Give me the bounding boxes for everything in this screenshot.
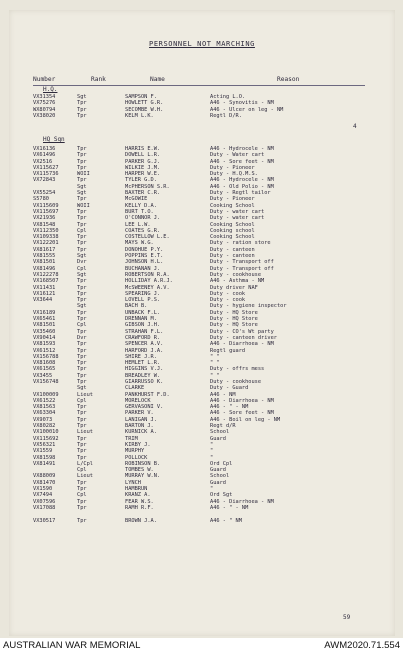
cell-reason: " <box>210 486 214 493</box>
footer-source: AUSTRALIAN WAR MEMORIAL <box>3 640 141 651</box>
cell-name: LYNCH <box>125 479 141 486</box>
cell-name: BUCHANAN J. <box>125 265 161 272</box>
cell-rank: Cpl <box>77 397 87 404</box>
cell-number: VX21936 <box>33 215 56 222</box>
cell-name: DOWELL L.R. <box>125 152 161 159</box>
cell-rank: Tpr <box>77 341 87 348</box>
cell-name: LANIGAN J. <box>125 416 157 423</box>
cell-name: SECOMBE W.H. <box>125 106 164 113</box>
cell-number: VX168507 <box>33 278 59 285</box>
cell-name: SPEARING J. <box>125 290 161 297</box>
cell-name: MURPHY <box>125 448 145 455</box>
cell-reason: Guard <box>210 435 226 442</box>
cell-reason: Duty - cook <box>210 297 246 304</box>
cell-name: LOVELL P.S. <box>125 297 161 304</box>
cell-rank: Tpr <box>77 215 87 222</box>
cell-number: VX1559 <box>33 448 53 455</box>
cell-name: SPENCER A.V. <box>125 341 164 348</box>
cell-name: BROWN J.A. <box>125 517 157 524</box>
cell-name: GIBSON J.H. <box>125 322 161 329</box>
cell-reason: Duty - water cart <box>210 215 265 222</box>
cell-number: VX61496 <box>33 152 56 159</box>
cell-reason: Cooking School <box>210 234 255 241</box>
cell-reason: Duty - HQ Store <box>210 322 258 329</box>
header-divider <box>33 85 365 86</box>
hq-rows <box>9 94 395 119</box>
cell-number: VX156748 <box>33 378 59 385</box>
cell-reason: Duty - ration store <box>210 240 271 247</box>
cell-number: VX3455 <box>33 372 53 379</box>
cell-rank: Tpr <box>77 423 87 430</box>
cell-rank: Lieut <box>77 391 93 398</box>
cell-rank: Tpr <box>77 441 87 448</box>
header-rank: Rank <box>91 76 106 83</box>
cell-name: SHIRE J.R. <box>125 353 157 360</box>
cell-name: BACH B. <box>125 303 148 310</box>
cell-number: VX1590 <box>33 486 53 493</box>
cell-number: VX16136 <box>33 146 56 152</box>
cell-number: VX122278 <box>33 271 59 278</box>
cell-number: VX115692 <box>33 435 59 442</box>
table-row <box>9 518 395 524</box>
cell-rank: Sgt <box>77 385 87 392</box>
cell-number: VX17088 <box>33 504 56 511</box>
cell-number: VX88009 <box>33 473 56 480</box>
cell-rank: Tpr <box>77 498 87 505</box>
cell-name: BREADLEY W. <box>125 372 161 379</box>
header-number: Number <box>33 76 56 83</box>
document-title: PERSONNEL NOT MARCHING <box>149 40 255 48</box>
cell-reason: Regtl guard <box>210 347 246 354</box>
cell-rank: Tpr <box>77 410 87 417</box>
cell-rank: Tpr <box>77 347 87 354</box>
cell-number: VX81608 <box>33 360 56 367</box>
cell-name: KELM L.K. <box>125 112 154 119</box>
cell-number: VX11431 <box>33 284 56 291</box>
cell-number: VX115736 <box>33 171 59 178</box>
cell-reason: A46 - NM <box>210 391 236 398</box>
cell-number: VX80282 <box>33 423 56 430</box>
cell-reason: Regt d/R <box>210 423 236 430</box>
cell-name: CLARKE <box>125 385 145 392</box>
cell-reason: Duty - cookhouse <box>210 271 262 278</box>
cell-name: COATES G.R. <box>125 227 161 234</box>
cell-rank: Tpr <box>77 164 87 171</box>
cell-number: VX100009 <box>33 391 59 398</box>
cell-number: VX115627 <box>33 164 59 171</box>
cell-name: McGOWIE <box>125 196 148 203</box>
cell-number: VX81496 <box>33 265 56 272</box>
personnel-rows <box>9 146 395 524</box>
cell-reason: Duty - offrs mess <box>210 366 265 373</box>
cell-name: HARFORD J.A. <box>125 347 164 354</box>
cell-rank: Sgt <box>77 303 87 310</box>
cell-rank: WOII <box>77 171 90 178</box>
cell-name: HARRIS E.W. <box>125 146 161 152</box>
cell-rank: Tpr <box>77 416 87 423</box>
cell-number: VX81491 <box>33 460 56 467</box>
cell-reason: " " <box>210 353 220 360</box>
cell-rank: Tpr <box>77 360 87 367</box>
cell-rank: Tpr <box>77 372 87 379</box>
cell-rank: Tpr <box>77 328 87 335</box>
cell-reason: School <box>210 429 230 436</box>
section-label-hq-sqn: HQ Sqn <box>43 136 65 143</box>
page-mark-bottom: 59 <box>343 614 351 621</box>
cell-rank: Sgt <box>77 253 87 260</box>
cell-number: VX81555 <box>33 253 56 260</box>
cell-reason: Duty - canteen <box>210 246 255 253</box>
cell-name: MAYS W.G. <box>125 240 154 247</box>
cell-rank: WOII <box>77 202 90 209</box>
cell-name: McSWEENEY A.V. <box>125 284 170 291</box>
cell-number: VX7494 <box>33 492 53 499</box>
cell-name: FEAR W.S. <box>125 498 154 505</box>
cell-reason: " <box>210 454 214 461</box>
cell-number: VX90414 <box>33 334 56 341</box>
cell-number: VX56321 <box>33 441 56 448</box>
cell-number: VX63304 <box>33 410 56 417</box>
cell-reason: A46 - Ulcer on leg - NM <box>210 106 284 113</box>
cell-name: DONOHUE P.Y. <box>125 246 164 253</box>
cell-number: VX109338 <box>33 234 59 241</box>
cell-rank: Tpr <box>77 100 87 107</box>
cell-name: BAXTER C.R. <box>125 190 161 197</box>
cell-rank: Cpl <box>77 265 87 272</box>
cell-reason: Duty - Pioneer <box>210 164 255 171</box>
cell-reason: A46 - " - NM <box>210 404 249 411</box>
cell-rank: Lieut <box>77 429 93 436</box>
cell-reason: A46 - Hydrocele - NM <box>210 177 274 184</box>
cell-rank: Tpr <box>77 290 87 297</box>
cell-number: VX31354 <box>33 94 56 100</box>
cell-name: PARKER V. <box>125 410 154 417</box>
cell-rank: Cpl <box>77 227 87 234</box>
cell-number: VX75276 <box>33 100 56 107</box>
cell-number: VX81598 <box>33 454 56 461</box>
cell-name: UNBACK F.L. <box>125 309 161 316</box>
cell-rank: Sgt <box>77 190 87 197</box>
cell-reason: A46 - Diarrhoea - NM <box>210 341 274 348</box>
cell-rank: Sgt <box>77 271 87 278</box>
cell-name: STRAHAN F.L. <box>125 328 164 335</box>
cell-number: WX80794 <box>33 106 56 113</box>
cell-name: COSTELLOW L.E. <box>125 234 170 241</box>
cell-rank: Tpr <box>77 234 87 241</box>
cell-rank: Tpr <box>77 378 87 385</box>
cell-number: VX115609 <box>33 202 59 209</box>
cell-rank: Tpr <box>77 479 87 486</box>
cell-reason: A46 - Sore feet - NM <box>210 410 274 417</box>
cell-rank: Cpl <box>77 492 87 499</box>
cell-number: VX100010 <box>33 429 59 436</box>
header-reason: Reason <box>277 76 300 83</box>
cell-reason: Duty - Transport off <box>210 265 274 272</box>
cell-rank: Tpr <box>77 454 87 461</box>
cell-rank: Tpr <box>77 208 87 215</box>
cell-name: KURNICK A. <box>125 429 157 436</box>
cell-number: VX9073 <box>33 416 53 423</box>
cell-reason: Ord Cpl <box>210 460 233 467</box>
cell-number: VX35460 <box>33 328 56 335</box>
cell-reason: A46 - Old Polio - NM <box>210 183 274 190</box>
cell-reason: Acting L.O. <box>210 94 246 100</box>
cell-rank: Tpr <box>77 278 87 285</box>
cell-reason: " " <box>210 372 220 379</box>
cell-name: MURRAY W.N. <box>125 473 161 480</box>
cell-name: KIRBY J. <box>125 441 151 448</box>
cell-number: VX81617 <box>33 246 56 253</box>
cell-rank: Tpr <box>77 435 87 442</box>
cell-name: MORELOCK <box>125 397 151 404</box>
cell-name: PARKER G.J. <box>125 158 161 165</box>
cell-rank: Tpr <box>77 309 87 316</box>
cell-reason: Duty - H.Q.M.S. <box>210 171 258 178</box>
cell-rank: Tpr <box>77 366 87 373</box>
cell-reason: Guard <box>210 479 226 486</box>
cell-reason: Duty - Water cart <box>210 152 265 159</box>
table-row <box>9 113 395 119</box>
cell-rank: Tpr <box>77 486 87 493</box>
cell-rank: Tpr <box>77 177 87 184</box>
cell-rank: Tpr <box>77 284 87 291</box>
cell-reason: Regtl D/R. <box>210 112 242 119</box>
cell-name: GIARRUSSO K. <box>125 378 164 385</box>
cell-number: VX81563 <box>33 404 56 411</box>
page-mark: 4 <box>353 123 357 130</box>
cell-number: VX30517 <box>33 517 56 524</box>
cell-number: VX81501 <box>33 322 56 329</box>
cell-rank: Tpr <box>77 316 87 323</box>
cell-reason: A46 - " NM <box>210 517 242 524</box>
footer-bar <box>0 638 403 653</box>
cell-rank: Tpr <box>77 517 87 524</box>
cell-number: VX81501 <box>33 259 56 266</box>
cell-reason: " " <box>210 360 220 367</box>
cell-name: HARPER W.E. <box>125 171 161 178</box>
cell-name: RAMH R.F. <box>125 504 154 511</box>
header-name: Name <box>150 76 165 83</box>
cell-number: VX81470 <box>33 479 56 486</box>
cell-reason: Duty - Pioneer <box>210 196 255 203</box>
cell-number: VX81593 <box>33 341 56 348</box>
cell-name: HOWLETT G.R. <box>125 100 164 107</box>
cell-rank: Dvr <box>77 334 87 341</box>
cell-number: VX2516 <box>33 158 53 165</box>
cell-rank: Tpr <box>77 112 87 119</box>
cell-rank: Dvr <box>77 259 87 266</box>
cell-rank: Tpr <box>77 240 87 247</box>
cell-rank: Tpr <box>77 353 87 360</box>
cell-reason: A46 - Boil on leg - NM <box>210 416 281 423</box>
cell-name: TRIM <box>125 435 138 442</box>
section-label-hq: H.Q. <box>43 86 58 93</box>
cell-name: SAMPSON F. <box>125 94 157 100</box>
cell-reason: Duty - Regtl tailor <box>210 190 271 197</box>
cell-rank: Sgt <box>77 183 87 190</box>
cell-name: ROBINSON B. <box>125 460 161 467</box>
cell-reason: Duty - cookhouse <box>210 378 262 385</box>
cell-number: VX61565 <box>33 366 56 373</box>
cell-rank: Tpr <box>77 106 87 113</box>
cell-name: PANKHURST F.D. <box>125 391 170 398</box>
cell-number: VX55254 <box>33 190 56 197</box>
cell-name: TYLER G.D. <box>125 177 157 184</box>
cell-rank: Cpl <box>77 467 87 474</box>
cell-number: VX122201 <box>33 240 59 247</box>
cell-reason: A46 - Diarrhoea - NM <box>210 397 274 404</box>
cell-reason: Duty - canteen driver <box>210 334 277 341</box>
cell-name: BURT T.O. <box>125 208 154 215</box>
cell-name: KRANZ A. <box>125 492 151 499</box>
cell-reason: Duty - Transport off <box>210 259 274 266</box>
cell-number: VX61522 <box>33 397 56 404</box>
cell-name: WILKIE J.M. <box>125 164 161 171</box>
document-page <box>9 10 395 636</box>
cell-name: HOLLIDAY A.R.J. <box>125 278 173 285</box>
cell-number: VX65461 <box>33 316 56 323</box>
cell-number: VX16121 <box>33 290 56 297</box>
cell-reason: A46 - Synovitis - NM <box>210 100 274 107</box>
cell-reason: Duty - cook <box>210 290 246 297</box>
cell-reason: " <box>210 441 214 448</box>
cell-reason: Guard <box>210 467 226 474</box>
cell-number: VX72843 <box>33 177 56 184</box>
cell-reason: Cooking School <box>210 202 255 209</box>
cell-name: LEE L.W. <box>125 221 151 228</box>
cell-rank: Tpr <box>77 246 87 253</box>
cell-rank: Tpr <box>77 448 87 455</box>
cell-reason: Duty - HQ Store <box>210 309 258 316</box>
cell-rank: Tpr <box>77 297 87 304</box>
cell-reason: A46 - Sore feet - NM <box>210 158 274 165</box>
cell-name: JOHNSON H.L. <box>125 259 164 266</box>
cell-rank: Tpr <box>77 152 87 159</box>
cell-name: DRENNAN M. <box>125 316 157 323</box>
cell-name: McPHERSON S.R. <box>125 183 170 190</box>
cell-rank: Sgt <box>77 94 87 100</box>
cell-name: HAMBRUN <box>125 486 148 493</box>
cell-reason: Cooking School <box>210 221 255 228</box>
cell-number: VX112350 <box>33 227 59 234</box>
cell-rank: Tpr <box>77 404 87 411</box>
cell-number: VX81548 <box>33 221 56 228</box>
cell-rank: Tpr <box>77 158 87 165</box>
cell-number: VX156788 <box>33 353 59 360</box>
cell-rank: Tpr <box>77 196 87 203</box>
cell-name: HEMLET L.R. <box>125 360 161 367</box>
cell-name: GERVASONI V. <box>125 404 164 411</box>
cell-reason: Duty - Guard <box>210 385 249 392</box>
cell-rank: L/Cpl <box>77 460 93 467</box>
cell-number: S5780 <box>33 196 49 203</box>
cell-rank: Tpr <box>77 221 87 228</box>
cell-number: VX16189 <box>33 309 56 316</box>
cell-name: O'CONNOR J. <box>125 215 161 222</box>
cell-reason: Cooking school <box>210 227 255 234</box>
cell-name: KELLY D.A. <box>125 202 157 209</box>
cell-reason: A46 - Hydrocele - NM <box>210 146 274 152</box>
cell-reason: Duty - HQ Store <box>210 316 258 323</box>
cell-number: VX3644 <box>33 297 53 304</box>
cell-name: CRAWFORD R. <box>125 334 161 341</box>
cell-rank: Lieut <box>77 473 93 480</box>
cell-rank: Tpr <box>77 504 87 511</box>
cell-name: HIGGINS V.J. <box>125 366 164 373</box>
cell-reason: A46 - " - NM <box>210 504 249 511</box>
cell-name: TOMBES W. <box>125 467 154 474</box>
cell-number: VX61512 <box>33 347 56 354</box>
cell-reason: A46 - Diarrhoea - NM <box>210 498 274 505</box>
cell-reason: School <box>210 473 230 480</box>
cell-number: VX115697 <box>33 208 59 215</box>
cell-reason: " <box>210 448 214 455</box>
cell-reason: A46 - Asthma - NM <box>210 278 265 285</box>
cell-number: VX07596 <box>33 498 56 505</box>
cell-name: POPPINS E.T. <box>125 253 164 260</box>
cell-reason: Duty - water cart <box>210 208 265 215</box>
cell-name: POLLOCK <box>125 454 148 461</box>
cell-reason: Duty driver NAF <box>210 284 258 291</box>
cell-reason: Duty - hygiene inspector <box>210 303 287 310</box>
cell-reason: Duty - canteen <box>210 253 255 260</box>
cell-rank: Tpr <box>77 146 87 152</box>
footer-accession: AWM2020.71.554 <box>324 640 400 651</box>
cell-reason: Ord Sgt <box>210 492 233 499</box>
cell-name: ROBERTSON R.A. <box>125 271 170 278</box>
cell-name: BARTON J. <box>125 423 154 430</box>
cell-reason: Duty - CO's Wt party <box>210 328 274 335</box>
cell-rank: Cpl <box>77 322 87 329</box>
cell-number: VX38020 <box>33 112 56 119</box>
